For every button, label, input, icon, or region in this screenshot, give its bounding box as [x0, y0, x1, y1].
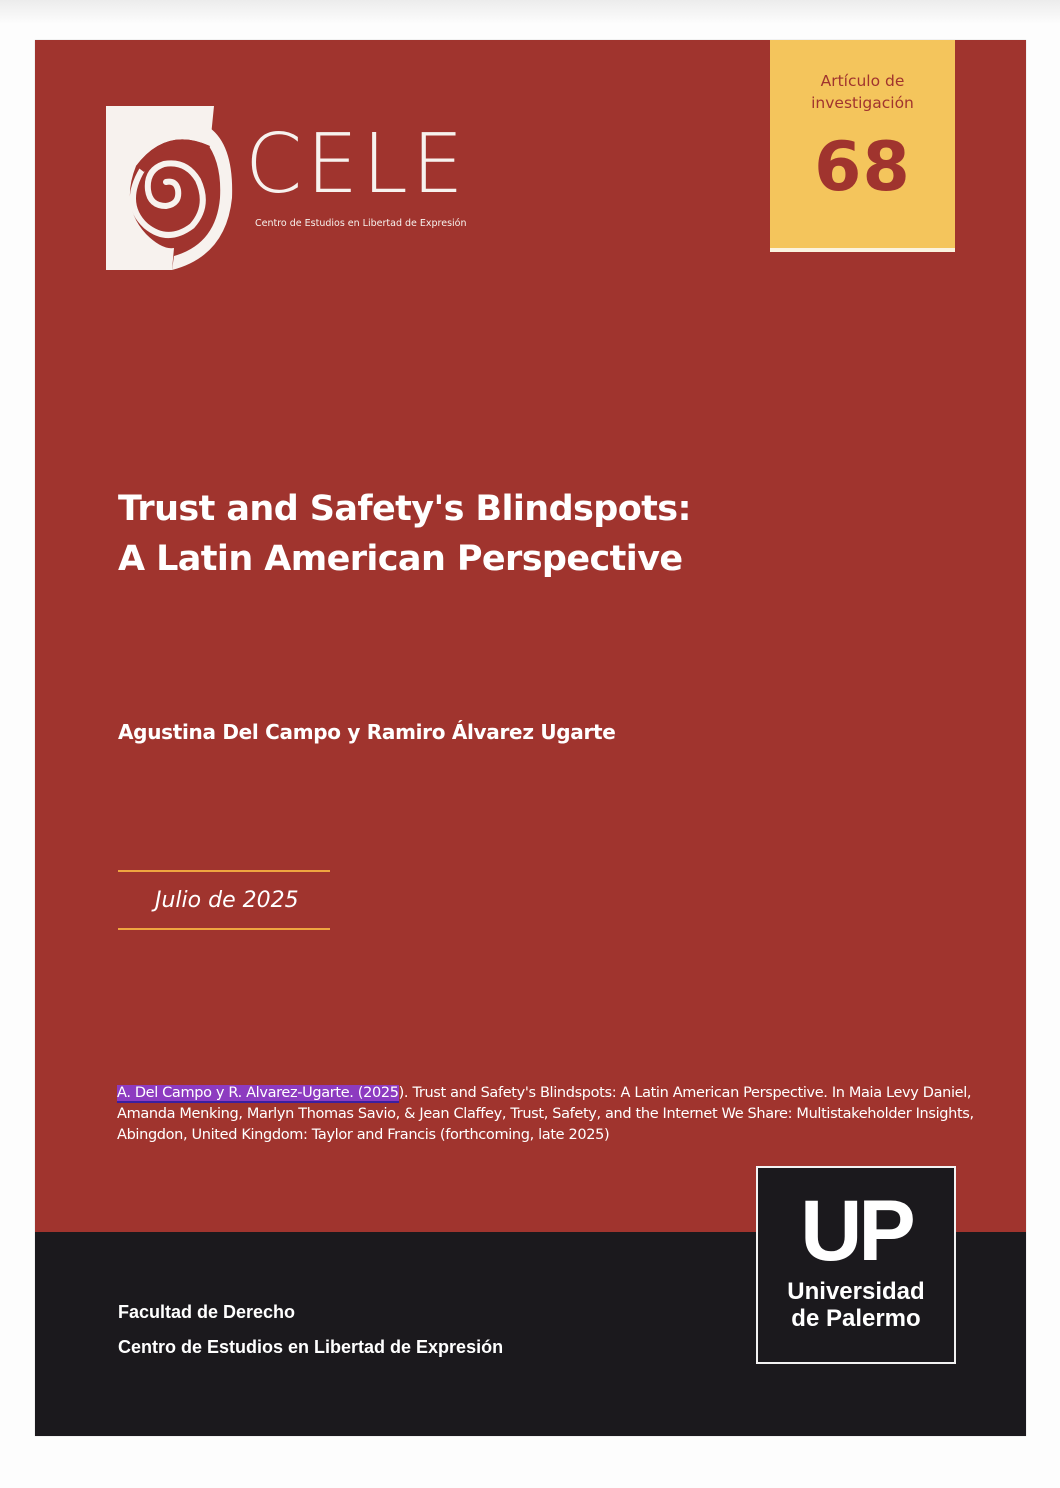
- footer-institution: [118, 1295, 503, 1365]
- date-rule-bottom: [118, 928, 330, 930]
- cele-logo: [106, 106, 476, 270]
- citation-text: ). Trust and Safety's Blindspots: A Latin American Perspective. In Maia Levy Daniel, Amanda Menking, Marlyn Thomas Savio, & Jean Claffey, Trust, Safety, and the Internet We Share: Multistakeholder Insights, Abingdon, United Kingdom: Taylor and Francis (forthcoming, late 2025): [117, 1085, 974, 1143]
- university-name-line1: Universidad: [787, 1278, 925, 1305]
- university-name-line2: de Palermo: [791, 1305, 921, 1332]
- footer-center: Centro de Estudios en Libertad de Expresión: [118, 1337, 504, 1357]
- publication-date: Julio de 2025: [155, 888, 299, 913]
- universidad-de-palermo-logo: [756, 1166, 956, 1364]
- spiral-icon: [106, 106, 236, 270]
- article-type-label: [770, 70, 955, 114]
- cover-page: [35, 40, 1026, 1436]
- viewer-top-shade: [0, 0, 1060, 24]
- article-type-line1: Artículo de: [820, 72, 905, 90]
- document-title: [118, 484, 691, 584]
- cele-wordmark: CELE: [245, 117, 468, 212]
- footer-faculty: Facultad de Derecho: [118, 1302, 296, 1322]
- university-name: [758, 1278, 954, 1332]
- title-line2: A Latin American Perspective: [118, 539, 683, 579]
- authors: Agustina Del Campo y Ramiro Álvarez Ugarte: [118, 720, 616, 744]
- up-mark: UP: [800, 1183, 912, 1279]
- article-number: 68: [814, 128, 911, 207]
- citation-link[interactable]: A. Del Campo y R. Alvarez-Ugarte. (2025: [117, 1085, 399, 1101]
- date-rule-top: [118, 870, 330, 872]
- title-line1: Trust and Safety's Blindspots:: [118, 489, 691, 529]
- article-type-badge: [770, 40, 955, 252]
- cele-subtitle: Centro de Estudios en Libertad de Expresión: [255, 218, 467, 229]
- article-type-line2: investigación: [811, 94, 914, 112]
- citation: [117, 1083, 1007, 1146]
